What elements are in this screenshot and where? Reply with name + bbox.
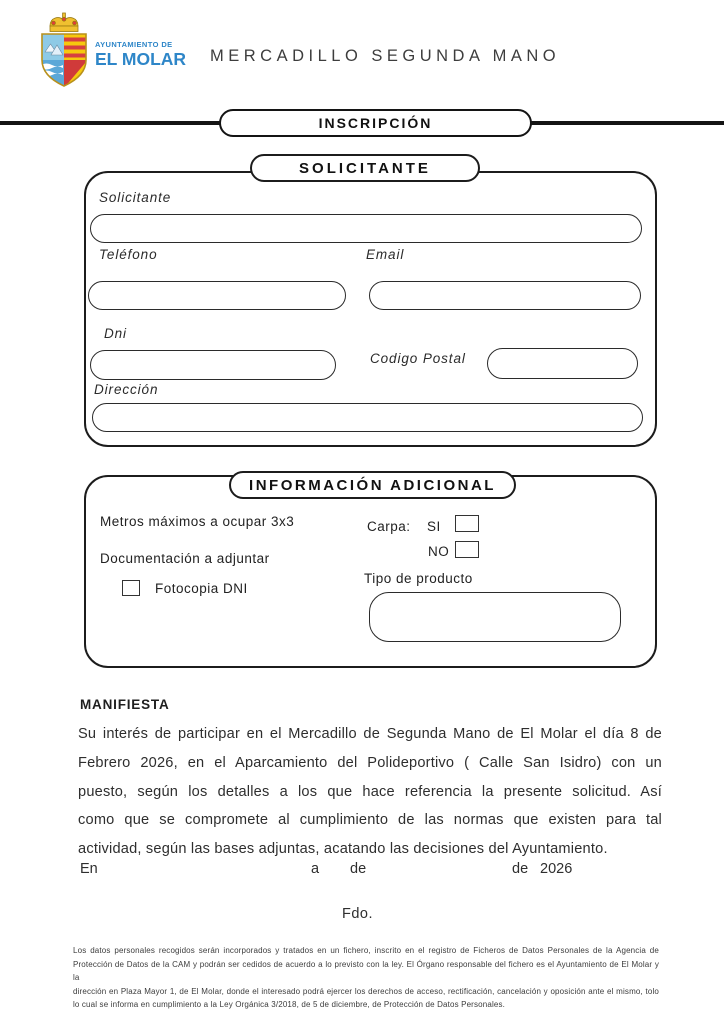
date-de2-label: de — [512, 861, 529, 877]
tipo-producto-input[interactable] — [369, 592, 621, 642]
fdo-label: Fdo. — [342, 906, 374, 922]
manifiesta-line: puesto, según los detalles a los que hace referencia la presente solicitud. Así — [78, 783, 662, 800]
page-title: MERCADILLO SEGUNDA MANO — [210, 47, 561, 65]
metros-maximos-label: Metros máximos a ocupar 3x3 — [100, 514, 295, 529]
dni-input[interactable] — [90, 350, 336, 380]
date-en-label: En — [80, 861, 98, 877]
date-year-label: 2026 — [540, 861, 573, 877]
inscripcion-banner: INSCRIPCIÓN — [219, 109, 532, 137]
carpa-no-checkbox[interactable] — [455, 541, 479, 558]
date-de-label: de — [350, 861, 367, 877]
org-name-line1: AYUNTAMIENTO DE — [95, 40, 173, 49]
manifiesta-heading: MANIFIESTA — [80, 697, 170, 712]
el-molar-coat-of-arms-icon — [36, 12, 92, 93]
carpa-si-label: SI — [427, 519, 441, 534]
carpa-label: Carpa: — [367, 519, 411, 534]
legal-line: lo cual se informa en cumplimiento a la Ley Orgánica 3/2018, de 5 de diciembre, de Protección de Datos Personales. — [73, 1000, 505, 1009]
solicitante-input[interactable] — [90, 214, 642, 243]
solicitante-section-title: SOLICITANTE — [250, 154, 480, 182]
legal-disclaimer — [73, 944, 659, 1012]
manifiesta-line: como que se compromete al cumplimiento de las normas que existen para tal — [78, 812, 662, 829]
fotocopia-dni-checkbox[interactable] — [122, 580, 140, 596]
manifiesta-paragraph — [78, 720, 662, 864]
tipo-producto-label: Tipo de producto — [364, 571, 473, 586]
codigo-postal-field-label: Codigo Postal — [370, 351, 466, 366]
date-line — [0, 861, 724, 881]
manifiesta-line: Su interés de participar en el Mercadillo de Segunda Mano de El Molar el día 8 de — [78, 726, 662, 742]
manifiesta-line: Febrero 2026, en el Aparcamiento del Polideportivo ( Calle San Isidro) con un — [78, 754, 662, 771]
legal-line: dirección en Plaza Mayor 1, de El Molar, donde el interesado podrá ejercer los derechos de acceso, rectificación, cancelación y oposición ante el mismo, tolo — [73, 986, 659, 996]
org-name-line2: EL MOLAR — [95, 48, 187, 69]
informacion-adicional-section-title: INFORMACIÓN ADICIONAL — [229, 471, 516, 499]
solicitante-field-label: Solicitante — [99, 190, 172, 205]
manifiesta-line: actividad, según las bases adjuntas, acatando las decisiones del Ayuntamiento. — [78, 841, 608, 858]
email-input[interactable] — [369, 281, 641, 310]
direccion-field-label: Dirección — [94, 382, 159, 397]
carpa-si-checkbox[interactable] — [455, 515, 479, 532]
email-field-label: Email — [366, 247, 405, 262]
carpa-no-label: NO — [428, 544, 450, 559]
telefono-field-label: Teléfono — [99, 247, 158, 262]
date-a-label: a — [311, 861, 320, 877]
dni-field-label: Dni — [104, 326, 127, 341]
legal-line: Los datos personales recogidos serán incorporados y tratados en un fichero, inscrito en el registro de Ficheros de Datos Personales de la Agencia de — [73, 946, 659, 955]
telefono-input[interactable] — [88, 281, 346, 310]
direccion-input[interactable] — [92, 403, 643, 432]
legal-line: Protección de Datos de la CAM y podrán ser cedidos de acuerdo a lo previsto con la ley. El Órgano responsable del fichero es el Ayuntamiento de El Molar y la — [73, 959, 659, 982]
documentacion-label: Documentación a adjuntar — [100, 551, 270, 566]
org-name — [95, 41, 186, 68]
codigo-postal-input[interactable] — [487, 348, 638, 379]
fotocopia-dni-label: Fotocopia DNI — [155, 581, 248, 596]
